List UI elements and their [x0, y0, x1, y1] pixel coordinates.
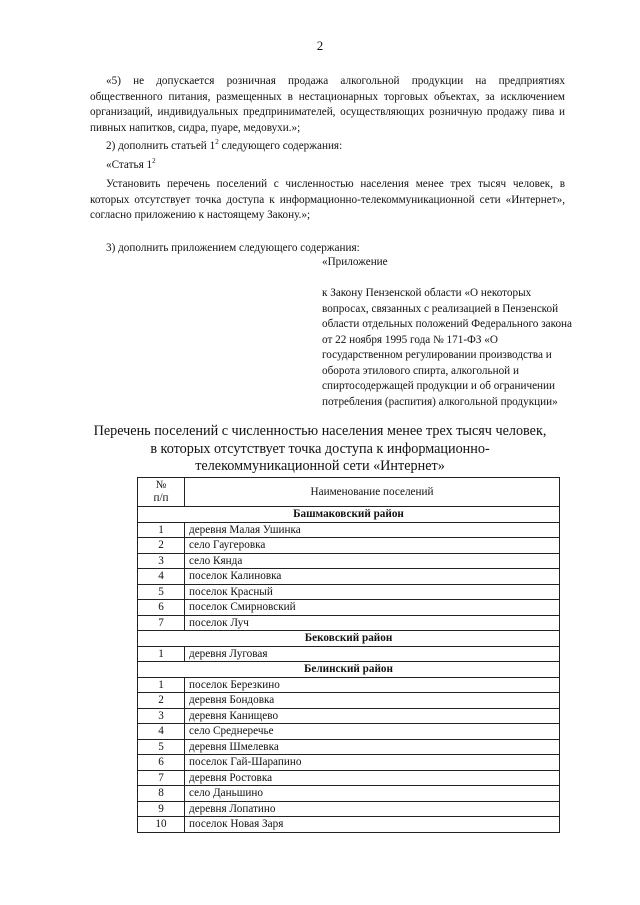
settlement-name: поселок Новая Заря — [185, 817, 560, 833]
settlement-name: село Даньшино — [185, 786, 560, 802]
settlement-name: поселок Смирновский — [185, 600, 560, 616]
row-number: 4 — [138, 569, 185, 585]
settlement-name: деревня Канищево — [185, 708, 560, 724]
article-heading-text: «Статья 1 — [106, 159, 153, 171]
settlement-name: деревня Бондовка — [185, 693, 560, 709]
table-row — [138, 786, 560, 802]
list-title-line: в которых отсутствует точка доступа к информационно- — [150, 440, 490, 457]
list-title — [70, 423, 570, 476]
paragraph-add-article-text-end: следующего содержания: — [218, 140, 343, 152]
row-number: 2 — [138, 538, 185, 554]
settlement-name: село Кянда — [185, 553, 560, 569]
row-number: 10 — [138, 817, 185, 833]
table-row — [138, 569, 560, 585]
header-number-label: п/п — [153, 492, 169, 504]
district-row — [138, 662, 560, 678]
paragraph-add-article-text: 2) дополнить статьей 1 — [106, 140, 216, 152]
page-number: 2 — [316, 38, 324, 53]
list-title-line: Перечень поселений с численностью населения менее трех тысяч человек, — [93, 423, 547, 439]
district-name: Бековский район — [138, 631, 560, 647]
table-row — [138, 693, 560, 709]
table-row — [138, 739, 560, 755]
row-number: 7 — [138, 770, 185, 786]
settlement-name: деревня Ростовка — [185, 770, 560, 786]
list-title-line: телекоммуникационной сети «Интернет» — [195, 458, 445, 474]
table-row — [138, 755, 560, 771]
appendix-reference — [322, 255, 577, 410]
settlement-name: поселок Гай-Шарапино — [185, 755, 560, 771]
row-number: 8 — [138, 786, 185, 802]
district-name: Белинский район — [138, 662, 560, 678]
article-body: Установить перечень поселений с численностью населения менее трех тысяч человек, в которых отсутствует точка доступа к информационно-телекоммуникационной сети «Интернет», согласно приложению к настоящему Закону.»; — [90, 178, 565, 221]
settlement-name: деревня Малая Ушинка — [185, 522, 560, 538]
table-row — [138, 615, 560, 631]
settlement-name: деревня Шмелевка — [185, 739, 560, 755]
settlement-name: деревня Лопатино — [185, 801, 560, 817]
table-body — [138, 507, 560, 833]
table-header-row — [138, 478, 560, 507]
settlement-name: село Среднеречье — [185, 724, 560, 740]
settlement-name: поселок Красный — [185, 584, 560, 600]
table-row — [138, 724, 560, 740]
row-number: 1 — [138, 677, 185, 693]
table-row — [138, 522, 560, 538]
settlement-name: поселок Березкино — [185, 677, 560, 693]
row-number: 9 — [138, 801, 185, 817]
table-row — [138, 708, 560, 724]
paragraph-add-article — [90, 139, 565, 155]
header-number-symbol: № — [155, 479, 167, 491]
settlements-table — [137, 477, 560, 833]
settlement-name: поселок Калиновка — [185, 569, 560, 585]
superscript: 2 — [215, 138, 219, 146]
article-superscript: 2 — [152, 157, 156, 165]
table-row — [138, 600, 560, 616]
row-number: 3 — [138, 553, 185, 569]
row-number: 7 — [138, 615, 185, 631]
row-number: 3 — [138, 708, 185, 724]
table-row — [138, 646, 560, 662]
header-number — [138, 478, 185, 507]
appendix-heading: «Приложение — [322, 256, 388, 268]
row-number: 1 — [138, 522, 185, 538]
row-number: 1 — [138, 646, 185, 662]
district-name: Башмаковский район — [138, 507, 560, 523]
settlement-name: деревня Луговая — [185, 646, 560, 662]
appendix-body: к Закону Пензенской области «О некоторых вопросах, связанных с реализацией в Пензенской области отдельных положений Федерального закона от 22 ноября 1995 года № 171-ФЗ «О государственном регулировании производства и оборота этилового спирта, алкогольной и спиртосодержащей продукции и об ограничении потребления (распития) алкогольной продукции» — [322, 287, 572, 408]
article-heading — [90, 158, 565, 174]
settlement-name: село Гаугеровка — [185, 538, 560, 554]
paragraph-item-5: «5) не допускается розничная продажа алкогольной продукции на предприятиях общественного питания, размещенных в нестационарных торговых объектах, за исключением организаций, индивидуальных предпринимателей, осуществляющих розничную продажу пива и пивных напитков, сидра, пуаре, медовухи.»; — [90, 75, 565, 134]
row-number: 5 — [138, 739, 185, 755]
district-row — [138, 507, 560, 523]
row-number: 5 — [138, 584, 185, 600]
row-number: 6 — [138, 600, 185, 616]
table-row — [138, 584, 560, 600]
table-row — [138, 770, 560, 786]
paragraph-add-appendix: 3) дополнить приложением следующего содержания: — [106, 242, 360, 254]
table-row — [138, 801, 560, 817]
settlement-name: поселок Луч — [185, 615, 560, 631]
row-number: 2 — [138, 693, 185, 709]
header-name: Наименование поселений — [185, 478, 560, 507]
table-row — [138, 817, 560, 833]
row-number: 6 — [138, 755, 185, 771]
district-row — [138, 631, 560, 647]
table-row — [138, 677, 560, 693]
table-row — [138, 538, 560, 554]
row-number: 4 — [138, 724, 185, 740]
table-row — [138, 553, 560, 569]
